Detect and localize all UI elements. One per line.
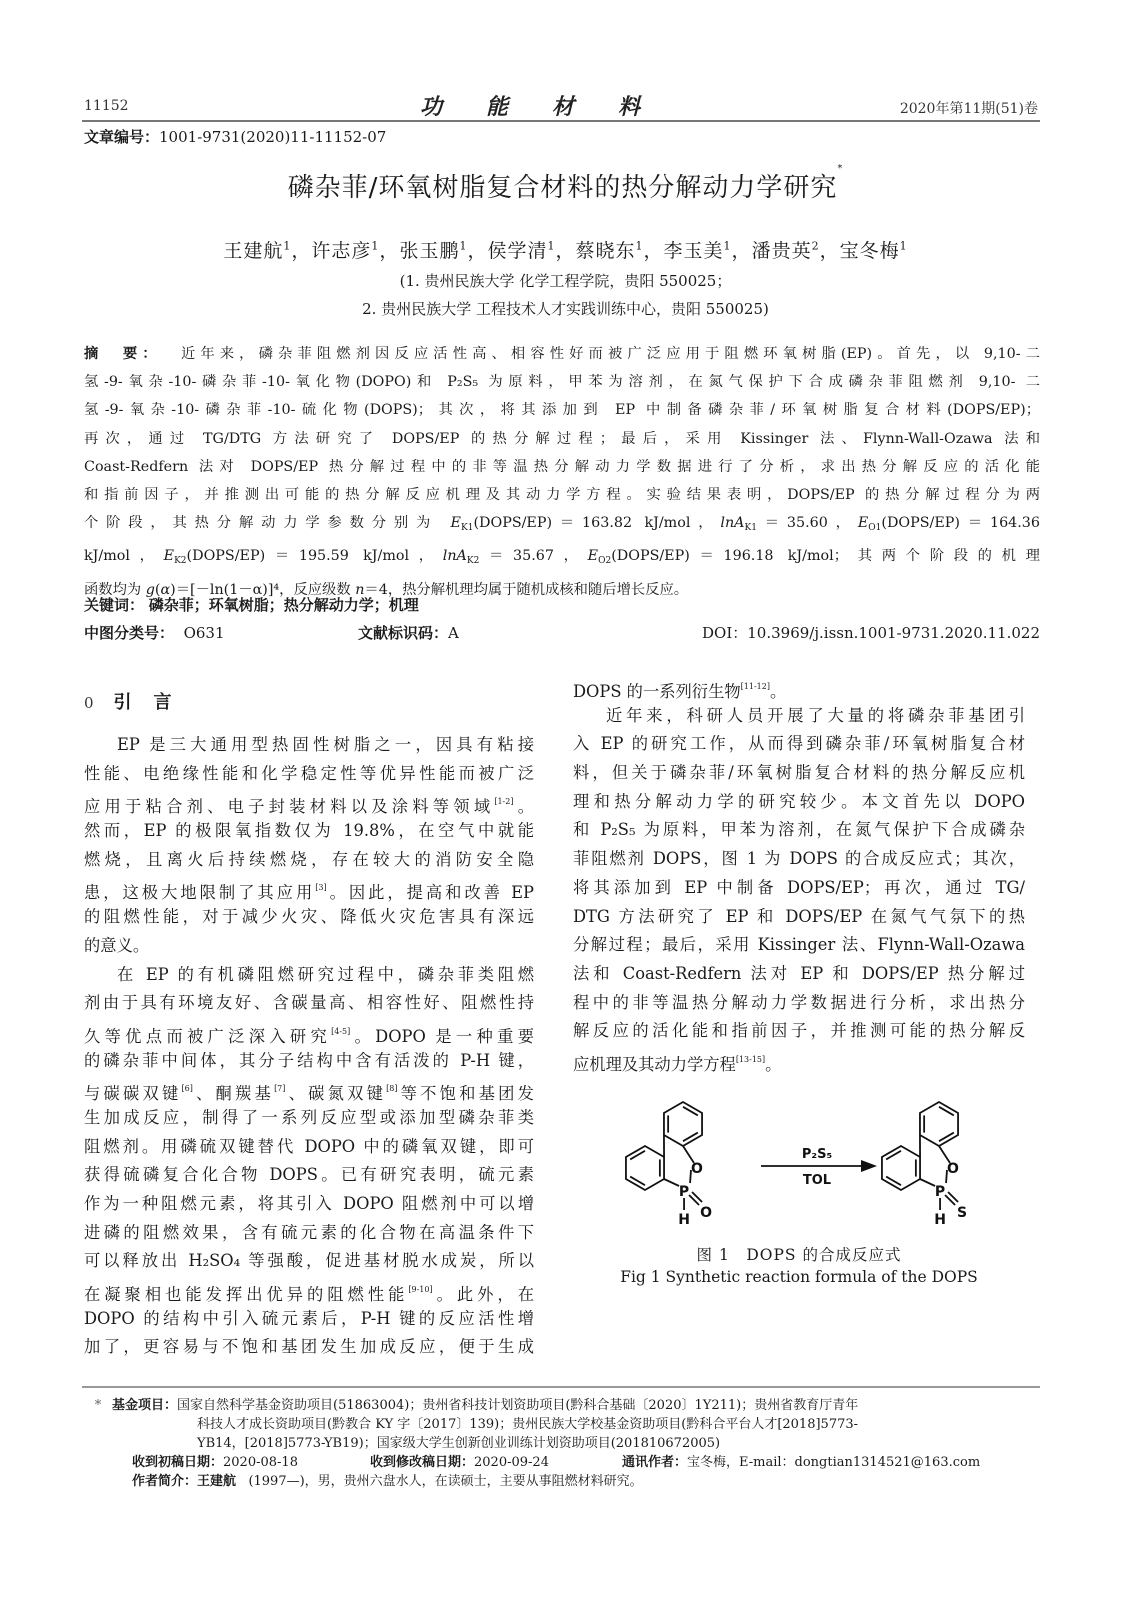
body-text-line: 然而，EP 的极限氧指数仅为 19.8%，在空气中就能 — [84, 821, 534, 841]
funding-label: 基金项目： — [112, 1398, 178, 1413]
body-text-line: 料，但关于磷杂菲/环氧树脂复合材料的热分解反应机 — [573, 763, 1025, 783]
figure-caption-en: Fig 1 Synthetic reaction formula of the DOPS — [620, 1268, 978, 1286]
article-id — [84, 126, 386, 147]
body-text-line: 性能、电绝缘性能和化学稳定性等优异性能而被广泛 — [84, 763, 534, 783]
double-bond-line — [630, 1151, 645, 1160]
author: 侯学清$^1$， — [487, 239, 576, 262]
body-text-line: 的意义。 — [84, 935, 150, 955]
body-text-line: 入 EP 的研究工作，从而得到磷杂菲/环氧树脂复合材 — [573, 734, 1025, 754]
citation[interactable]: [9-10] — [408, 1285, 433, 1295]
clc-value: O631 — [183, 624, 225, 642]
corresponding-author — [622, 1453, 980, 1472]
body-text-line: 应用于粘合剂、电子封装材料以及涂料等领域[1-2]。 — [84, 797, 534, 817]
header-rule — [82, 120, 1040, 122]
author: 蔡晓东$^1$， — [575, 239, 664, 262]
title-footnote-mark: * — [837, 163, 844, 174]
footnotes — [84, 1396, 1040, 1491]
abstract-line: kJ/mol，$E_{K2}(DOPS/EP)=195.59$ kJ/mol，lnA$_{K2}$＝35.67，$E_{O2}(DOPS/EP)=196.18$ kJ/mol；其两个阶段的机理 — [84, 548, 1040, 567]
doc-code-label: 文献标识码： — [358, 624, 449, 642]
benzene-ring — [626, 1146, 664, 1190]
funding-line-1 — [84, 1396, 1040, 1415]
body-text-line: 菲阻燃剂 DOPS，图 1 为 DOPS 的合成反应式；其次， — [573, 849, 1025, 869]
doc-code-value: A — [448, 624, 459, 642]
abstract-label: 摘 要： — [84, 346, 162, 362]
received-label: 收到初稿日期： — [132, 1455, 224, 1470]
affiliation-mark: 1 — [635, 239, 644, 253]
clc-label: 中图分类号： — [84, 624, 175, 642]
abstract-line: 摘 要： 近年来，磷杂菲阻燃剂因反应活性高、相容性好而被广泛应用于阻燃环氧树脂(EP)。首先，以 9,10-二 — [84, 346, 1040, 362]
keywords-value: 磷杂菲；环氧树脂；热分解动力学；机理 — [148, 596, 419, 614]
funding-line-3: YB14，[2018]5773-YB19)；国家级大学生创新创业训练计划资助项目(201810672005) — [197, 1436, 721, 1451]
abstract-line: 氢-9-氧杂-10-磷杂菲-10-硫化物(DOPS)；其次，将其添加到 EP 中制备磷杂菲/环氧树脂复合材料(DOPS/EP)； — [84, 402, 1040, 419]
body-text-line: 获得硫磷复合化合物 DOPS。已有研究表明，硫元素 — [84, 1165, 534, 1185]
author-bio — [84, 1472, 1040, 1491]
article-id-value: 1001-9731(2020)11-11152-07 — [159, 128, 387, 146]
affiliation-mark: 1 — [723, 239, 732, 253]
hydrogen-label: H — [934, 1212, 946, 1228]
affiliation-mark: 1 — [547, 239, 556, 253]
c-p-bond — [664, 1179, 679, 1186]
body-text-line: DOPO 的结构中引入硫元素后，P-H 键的反应活性增 — [84, 1308, 534, 1328]
page-number: 11152 — [84, 98, 129, 114]
section-heading — [84, 688, 194, 714]
revised-label: 收到修改稿日期： — [370, 1455, 475, 1470]
double-bond-line — [886, 1151, 901, 1160]
received-value: 2020-08-18 — [223, 1455, 298, 1470]
author: 李玉美$^1$， — [663, 239, 752, 262]
affiliation-mark: 2 — [811, 239, 820, 253]
author: 宝冬梅$^1$ — [839, 239, 908, 262]
body-text-line: 法和 Coast-Redfern 法对 EP 和 DOPS/EP 热分解过 — [573, 963, 1025, 983]
ring-oxygen-label: O — [691, 1161, 703, 1177]
citation[interactable]: [3] — [315, 883, 327, 893]
body-text-line: 应机理及其动力学方程[13-15]。 — [573, 1054, 782, 1074]
reaction-arrow — [761, 1147, 877, 1188]
body-text-line: EP 是三大通用型热固性树脂之一，因具有粘接 — [117, 735, 534, 754]
sulfur-label: S — [957, 1205, 968, 1221]
body-text-line: 生加成反应，制得了一系列反应型或添加型磷杂菲类 — [84, 1107, 534, 1127]
double-bond-line — [939, 1133, 954, 1142]
phosphorus-label: P — [678, 1184, 690, 1200]
body-text-line: 分解过程；最后，采用 Kissinger 法、Flynn-Wall-Ozawa — [573, 935, 1025, 955]
hydrogen-label: H — [678, 1212, 690, 1228]
keywords-label: 关键词： — [84, 596, 145, 614]
citation[interactable]: [8] — [386, 1084, 398, 1094]
abstract-line: Coast-Redfern 法对 DOPS/EP 热分解过程中的非等温热分解动力学数据进行了分析，求出热分解反应的活化能 — [84, 458, 1040, 475]
body-text-line: 和 P₂S₅ 为原料，甲苯为溶剂，在氮气保护下合成磷杂 — [573, 820, 1025, 840]
citation[interactable]: [13-15] — [735, 1054, 766, 1064]
body-text-line: 患，这极大地限制了其应用[3]。因此，提高和改善 EP — [84, 883, 534, 903]
body-text-line: 与碳碳双键[6]、酮羰基[7]、碳氮双键[8]等不饱和基团发 — [84, 1084, 534, 1104]
footnote-star: * — [94, 1398, 102, 1413]
funding-text-1: 国家自然科学基金资助项目(51863004)；贵州省科技计划资助项目(黔科合基础〔2020〕1Y211)；贵州省教育厅青年 — [177, 1398, 859, 1413]
body-text-line: 加了，更容易与不饱和基团发生加成反应，便于生成 — [84, 1337, 534, 1357]
abstract — [84, 340, 1040, 604]
benzene-ring — [882, 1146, 920, 1190]
double-bond-line — [630, 1177, 645, 1186]
benzene-ring — [920, 1102, 958, 1146]
body-left-column — [84, 731, 534, 1362]
abstract-line: 氢-9-氧杂-10-磷杂菲-10-氧化物(DOPO)和 P₂S₅ 为原料，甲苯为溶剂，在氮气保护下合成磷杂菲阻燃剂 9,10- 二 — [84, 374, 1040, 391]
abstract-line: 再次，通过 TG/DTG 方法研究了 DOPS/EP 的热分解过程；最后，采用 Kissinger 法、Flynn-Wall-Ozawa 法和 — [84, 430, 1040, 447]
citation[interactable]: [4-5] — [331, 1026, 351, 1036]
funding-line-2: 科技人才成长资助项目(黔教合 KY 字〔2017〕139)；贵州民族大学校基金资助项目(黔科合平台人才[2018]5773- — [197, 1417, 859, 1432]
benzene-ring — [664, 1102, 702, 1146]
body-text-line: 进磷的阻燃效果，含有硫元素的化合物在高温条件下 — [84, 1222, 534, 1242]
issue-info: 2020年第11期(51)卷 — [899, 101, 1038, 117]
dates-row — [84, 1453, 1040, 1472]
section-title: 引言 — [113, 692, 194, 713]
phosphorus-label: P — [934, 1184, 946, 1200]
citation[interactable]: [1-2] — [494, 797, 514, 807]
footnote-rule — [82, 1386, 1040, 1388]
oxo-oxygen-label: O — [700, 1205, 713, 1221]
affiliation-mark: 1 — [899, 239, 908, 253]
body-text-line: 燃烧，且离火后持续燃烧，存在较大的消防安全隐 — [84, 849, 534, 869]
affiliation-mark: 1 — [371, 239, 380, 253]
bio-text: (1997—)，男，贵州六盘水人，在读硕士，主要从事阻燃材料研究。 — [248, 1474, 643, 1489]
double-bond-line — [886, 1177, 901, 1186]
figure-caption-zh: 图 1 DOPS 的合成反应式 — [696, 1246, 902, 1264]
corresponding-label: 通讯作者： — [622, 1455, 688, 1470]
body-text-line: 解反应的活化能和指前因子，并推测可能的热分解反 — [573, 1021, 1025, 1041]
affiliation-2: 2. 贵州民族大学 工程技术人才实践训练中心，贵阳 550025) — [362, 300, 769, 318]
reagent-label: P₂S₅ — [801, 1147, 833, 1162]
arrow-head — [861, 1160, 877, 1172]
body-text-line: 的磷杂菲中间体，其分子结构中含有活泼的 P-H 键， — [84, 1050, 534, 1070]
affiliation-1: (1. 贵州民族大学 化学工程学院，贵阳 550025； — [399, 272, 732, 290]
journal-name: 功能材料 — [420, 94, 685, 120]
affiliation-mark: 1 — [283, 239, 292, 253]
citation[interactable]: [7] — [274, 1084, 286, 1094]
paper-title-text: 磷杂菲/环氧树脂复合材料的热分解动力学研究 — [287, 173, 838, 203]
dopo-structure — [626, 1102, 712, 1228]
c-p-bond — [920, 1179, 935, 1186]
body-text-line: 可以释放出 H₂SO₄ 等强酸，促进基材脱水成炭，所以 — [84, 1251, 534, 1271]
doi: DOI：10.3969/j.issn.1001-9731.2020.11.022 — [702, 624, 1040, 642]
section-number: 0 — [84, 694, 94, 712]
author: 王建航$^1$， — [223, 239, 312, 262]
citation[interactable]: [11-12] — [740, 682, 770, 691]
body-text-line: DTG 方法研究了 EP 和 DOPS/EP 在氮气气氛下的热 — [573, 906, 1025, 926]
corresponding-value[interactable]: 宝冬梅，E-mail：dongtian1314521@163.com — [687, 1455, 981, 1470]
reaction-scheme-figure — [605, 1096, 1005, 1236]
abstract-line: 个阶段，其热分解动力学参数分别为 $E_{K1}(DOPS/EP)=163.82$ kJ/mol，lnA$_{K1}$＝35.60，$E_{O1}(DOPS/EP)=164.36$ — [84, 515, 1040, 534]
body-text-line: 的阻燃性能，对于减少火灾、降低火灾危害具有深远 — [84, 907, 534, 927]
revised-value: 2020-09-24 — [474, 1455, 549, 1470]
body-text-line: 近年来，科研人员开展了大量的将磷杂菲基团引 — [606, 705, 1025, 725]
ring-oxygen-label: O — [947, 1161, 959, 1177]
double-bond-line — [683, 1133, 698, 1142]
received-date — [132, 1453, 298, 1472]
revised-date — [370, 1453, 549, 1472]
abstract-line: 和指前因子，并推测出可能的热分解反应机理及其动力学方程。实验结果表明，DOPS/EP 的热分解过程分为两 — [84, 487, 1040, 504]
author: 张玉鹏$^1$， — [399, 239, 488, 262]
body-text-line: 将其添加到 EP 中制备 DOPS/EP；再次，通过 TG/ — [573, 877, 1025, 897]
body-text-line: 阻燃剂。用磷硫双键替代 DOPO 中的磷氧双键，即可 — [84, 1136, 534, 1156]
paper-title — [0, 163, 1131, 204]
double-bond-line — [683, 1107, 698, 1116]
citation[interactable]: [6] — [181, 1084, 193, 1094]
bio-name: 王建航 — [197, 1474, 237, 1489]
body-text-line: 在凝聚相也能发挥出优异的阻燃性能[9-10]。此外，在 — [84, 1285, 534, 1305]
double-bond-line — [939, 1107, 954, 1116]
body-text-line: 作为一种阻燃元素，将其引入 DOPO 阻燃剂中可以增 — [84, 1194, 534, 1213]
author: 潘贵英$^2$， — [751, 239, 840, 262]
abstract-line: 函数均为 g(α)＝[－ln(1－α)]⁴，反应级数 n＝4，热分解机理均属于随机成核和随后增长反应。 — [84, 581, 689, 598]
bio-label: 作者简介： — [132, 1474, 198, 1489]
solvent-label: TOL — [802, 1173, 832, 1188]
body-text-line: 久等优点而被广泛深入研究[4-5]。DOPO 是一种重要 — [84, 1026, 534, 1046]
author-list — [0, 236, 1131, 263]
body-text-line: 剂由于具有环境友好、含碳量高、相容性好、阻燃性持 — [84, 993, 534, 1013]
body-text-line: 理和热分解动力学的研究较少。本文首先以 DOPO — [573, 791, 1025, 811]
document-code — [358, 622, 459, 643]
article-id-label: 文章编号： — [84, 128, 160, 146]
dops-structure — [882, 1102, 967, 1228]
keywords — [84, 594, 419, 615]
body-text-line: DOPS 的一系列衍生物[11-12]。 — [573, 682, 787, 701]
clc-number — [84, 622, 225, 643]
body-text-line: 程中的非等温热分解动力学数据进行分析，求出热分 — [573, 992, 1025, 1012]
body-text-line: 在 EP 的有机磷阻燃研究过程中，磷杂菲类阻燃 — [117, 964, 534, 984]
body-right-column — [573, 673, 1025, 1075]
author: 许志彦$^1$， — [311, 239, 400, 262]
affiliation-mark: 1 — [459, 239, 468, 253]
